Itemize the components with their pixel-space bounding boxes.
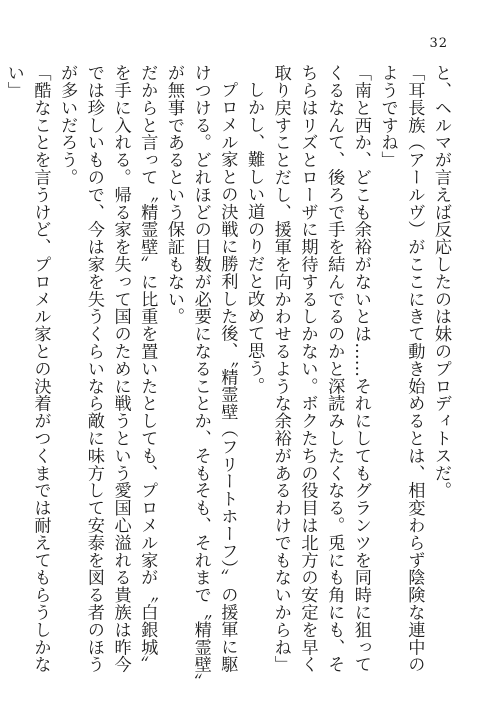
paragraph: だからと言って〝精霊壁〟に比重を置いたとしても、プロメル家が〝白銀城〟を手に入れる。帰る家を失って国のために戦うという愛国心溢れる貴族は昨今では珍しいもので、今は家を失うくらいなら敵に味方して安泰を図る者のほうが多いだろう。 — [57, 64, 158, 673]
paragraph: 「酷なことを言うけど、プロメル家との決着がつくまでは耐えてもらうしかない」 — [3, 64, 51, 673]
paragraph: 「南と西か、どこも余裕がないとは……それにしてもグランツを同時に狙ってくるなんて、後ろで手を結んでるのかと深読みしたくなる。兎にも角にも、そちらはリズとローザに期待するしかない。ボクたちの役目は北方の安定を早く取り戻すことだし、援軍を向かわせるような余裕があるわけでもないからね」 — [270, 64, 371, 673]
paragraph: と、ヘルマが言えば反応したのは妹のプロディトスだ。 — [431, 64, 451, 499]
paragraph: 「耳長族（アールヴ）がここにきて動き始めるとは、相変わらず陰険な連中のようですね」 — [377, 64, 425, 673]
page-number: 32 — [429, 36, 448, 51]
paragraph: プロメル家との決戦に勝利した後、〝精霊壁（フリートホーフ）〟の援軍に駆けつける。どれほどの日数が必要になることか、そもそも、それまで〝精霊壁〟が無事であるという保証もない。 — [163, 64, 238, 682]
body-text — [3, 64, 454, 684]
paragraph: しかし、難しい道のりだと改めて思う。 — [244, 81, 265, 395]
